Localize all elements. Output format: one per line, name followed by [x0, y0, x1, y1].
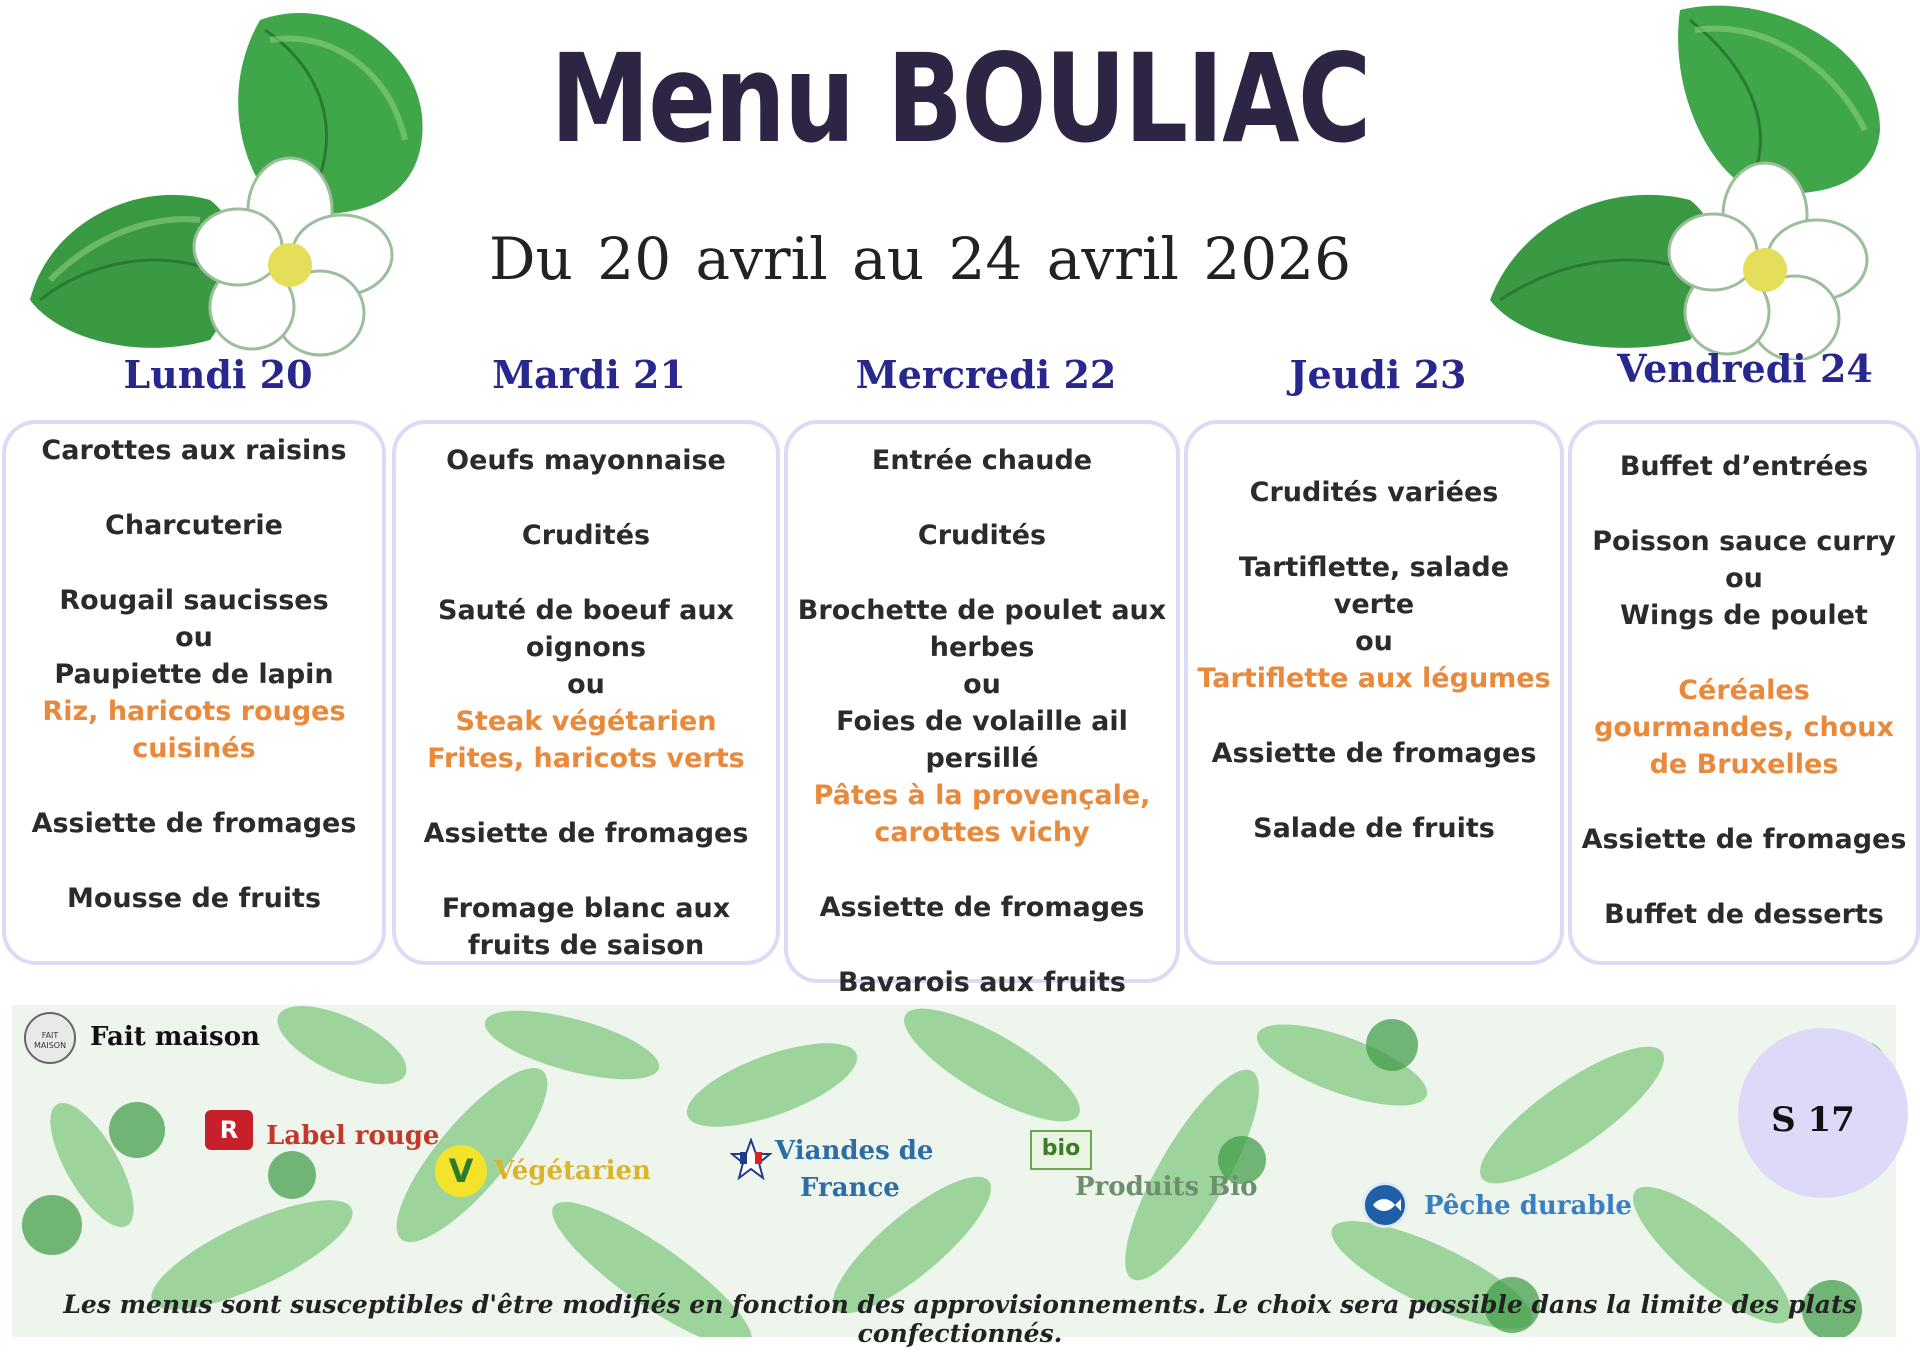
menu-item: ou: [567, 669, 605, 700]
menu-item-vegetarian: Riz, haricots rouges cuisinés: [42, 696, 346, 764]
menu-item: Rougail saucisses: [59, 585, 329, 616]
legend-viandes-de-france-line2: France: [800, 1173, 900, 1203]
menu-item: Charcuterie: [105, 510, 283, 541]
legend-fait-maison: Fait maison: [90, 1022, 260, 1052]
menu-item: Assiette de fromages: [423, 818, 749, 849]
legend-vegetarien: Végétarien: [494, 1156, 651, 1186]
day-menu-card: [392, 420, 780, 965]
day-heading: Jeudi 23: [1289, 352, 1467, 397]
bio-logo-icon: [1030, 1130, 1092, 1170]
peche-durable-icon: [1362, 1182, 1408, 1228]
menu-item-vegetarian: Steak végétarien: [455, 706, 717, 737]
legend-label-rouge: Label rouge: [266, 1121, 440, 1151]
legend-produits-bio: Produits Bio: [1075, 1172, 1258, 1202]
menu-item: Entrée chaude: [871, 445, 1093, 476]
day-menu-card: [1568, 420, 1920, 965]
menu-item: Crudités variées: [1249, 477, 1499, 508]
menu-item: Salade de fruits: [1253, 813, 1495, 844]
day-heading: Lundi 20: [123, 352, 313, 397]
menu-item: Paupiette de lapin: [54, 659, 334, 690]
date-range: Du 20 avril au 24 avril 2026: [489, 225, 1351, 293]
menu-item: Wings de poulet: [1620, 600, 1868, 631]
menu-item: Buffet de desserts: [1604, 899, 1884, 930]
menu-item: Sauté de boeuf aux oignons: [438, 595, 734, 663]
day-heading: Mercredi 22: [855, 352, 1117, 397]
menu-item-vegetarian: Céréales gourmandes, choux de Bruxelles: [1594, 675, 1894, 780]
menu-item: Assiette de fromages: [31, 808, 357, 839]
menu-item: Mousse de fruits: [66, 883, 322, 914]
menu-item: Oeufs mayonnaise: [446, 445, 726, 476]
menu-item-vegetarian: Tartiflette aux légumes: [1197, 663, 1551, 694]
bio-logo-text: bio: [1041, 1136, 1081, 1161]
foliage-pattern-decoration: [12, 1005, 1896, 1337]
menu-item: ou: [1355, 626, 1393, 657]
viandes-de-france-icon: [730, 1138, 772, 1180]
menu-item: Assiette de fromages: [1211, 738, 1537, 769]
menu-item: Crudités: [521, 520, 651, 551]
fait-maison-badge-text: FAIT MAISON: [33, 1031, 67, 1050]
week-number: S 17: [1771, 1100, 1855, 1140]
menu-item: Brochette de poulet aux herbes: [797, 595, 1167, 663]
menu-item: ou: [1725, 563, 1763, 594]
label-rouge-icon: R: [205, 1110, 253, 1150]
menu-item: Carottes aux raisins: [41, 435, 347, 466]
menu-item: Assiette de fromages: [1581, 824, 1907, 855]
fait-maison-icon: [24, 1012, 76, 1064]
menu-item-vegetarian: Frites, haricots verts: [427, 743, 745, 774]
page-title: Menu BOULIAC: [550, 28, 1370, 170]
menu-item-vegetarian: Pâtes à la provençale, carottes vichy: [813, 780, 1151, 848]
legend-peche-durable: Pêche durable: [1424, 1191, 1632, 1221]
menu-item: Assiette de fromages: [819, 892, 1145, 923]
menu-item: Crudités: [917, 520, 1047, 551]
day-menu-card: [1184, 420, 1564, 965]
day-menu-card: [784, 420, 1180, 998]
menu-item: ou: [175, 622, 213, 653]
menu-item: Buffet d’entrées: [1619, 451, 1869, 482]
menu-item: Tartiflette, salade verte: [1238, 552, 1510, 620]
menu-item: ou: [963, 669, 1001, 700]
menu-item: Fromage blanc aux fruits de saison: [441, 893, 731, 961]
menu-item: Poisson sauce curry: [1592, 526, 1896, 557]
day-menu-card: [2, 420, 386, 965]
vegetarian-icon: V: [435, 1145, 487, 1197]
menu-item: Foies de volaille ail persillé: [836, 706, 1128, 774]
footer-foliage-band: [12, 1005, 1896, 1337]
disclaimer-note: Les menus sont susceptibles d'être modifiés en fonction des approvisionnements. Le choix sera possible dans la limite des plats confectionnés.: [63, 1290, 1857, 1348]
day-heading: Vendredi 24: [1617, 346, 1873, 391]
legend-viandes-de-france-line1: Viandes de: [775, 1136, 934, 1166]
day-heading: Mardi 21: [492, 352, 686, 397]
menu-item: Bavarois aux fruits: [838, 967, 1126, 998]
